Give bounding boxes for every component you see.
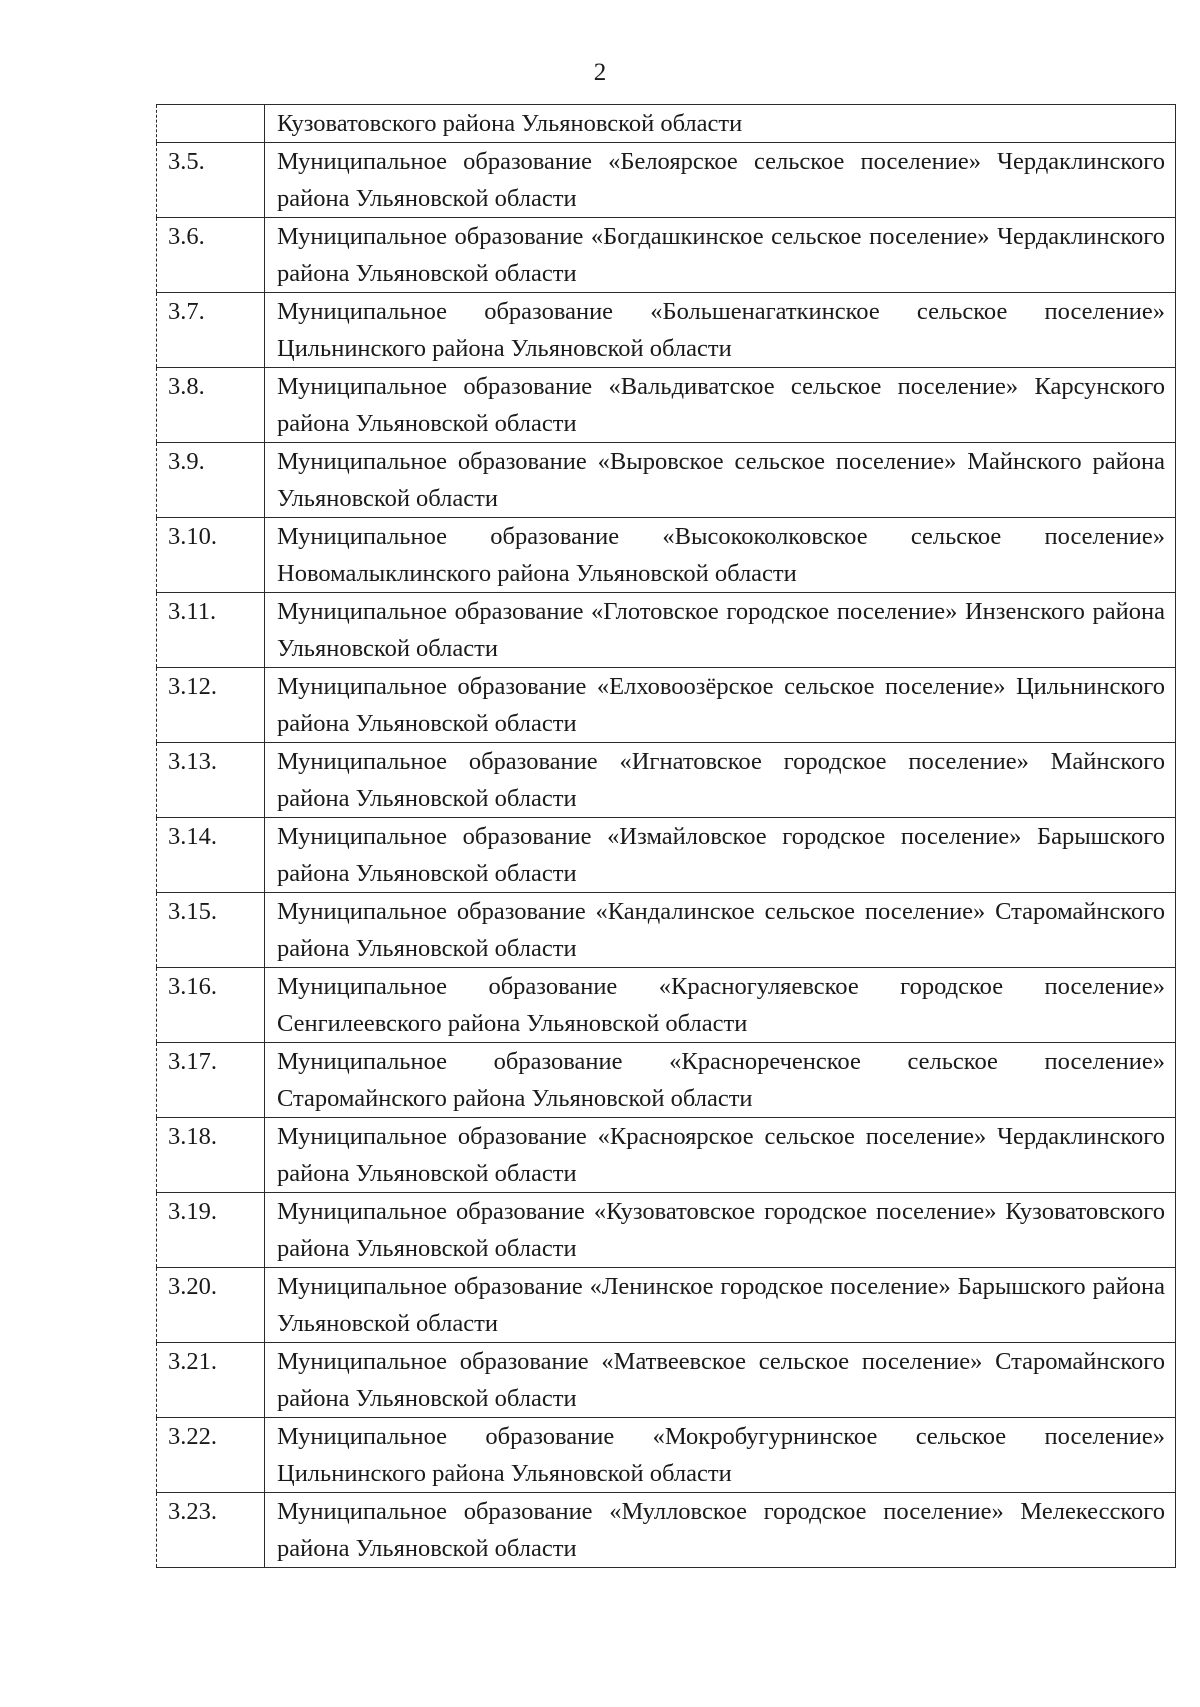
table-row: [157, 143, 1176, 218]
row-number: 3.11.: [157, 593, 265, 668]
table-row: [157, 668, 1176, 743]
table-row: [157, 1118, 1176, 1193]
row-text: Муниципальное образование «Краснореченское сельское поселение» Старомайнского района Ульяновской области: [265, 1043, 1176, 1118]
table-row: [157, 1193, 1176, 1268]
municipality-list-table: [156, 104, 1176, 1568]
row-number: 3.8.: [157, 368, 265, 443]
row-number: 3.19.: [157, 1193, 265, 1268]
table-row: [157, 368, 1176, 443]
row-text: Муниципальное образование «Кузоватовское городское поселение» Кузоватовского района Ульяновской области: [265, 1193, 1176, 1268]
row-text: Муниципальное образование «Большенагаткинское сельское поселение» Цильнинского района Ульяновской области: [265, 293, 1176, 368]
table-row: [157, 1043, 1176, 1118]
table-row: [157, 1343, 1176, 1418]
row-number: 3.5.: [157, 143, 265, 218]
row-number: 3.12.: [157, 668, 265, 743]
table-row: [157, 818, 1176, 893]
table-row: [157, 293, 1176, 368]
row-text: Муниципальное образование «Выровское сельское поселение» Майнского района Ульяновской области: [265, 443, 1176, 518]
table-row: [157, 1493, 1176, 1568]
row-number-cell: [157, 105, 265, 143]
table-row: [157, 218, 1176, 293]
row-text: Муниципальное образование «Ленинское городское поселение» Барышского района Ульяновской области: [265, 1268, 1176, 1343]
row-number: 3.21.: [157, 1343, 265, 1418]
row-text: Муниципальное образование «Матвеевское сельское поселение» Старомайнского района Ульяновской области: [265, 1343, 1176, 1418]
row-number: 3.22.: [157, 1418, 265, 1493]
row-number: 3.17.: [157, 1043, 265, 1118]
row-number: 3.16.: [157, 968, 265, 1043]
row-number: 3.18.: [157, 1118, 265, 1193]
row-number: 3.15.: [157, 893, 265, 968]
table-row: [157, 968, 1176, 1043]
row-text: Муниципальное образование «Белоярское сельское поселение» Чердаклинского района Ульяновской области: [265, 143, 1176, 218]
row-text: Муниципальное образование «Высококолковское сельское поселение» Новомалыклинского района Ульяновской области: [265, 518, 1176, 593]
table-row-continuation: [157, 105, 1176, 143]
row-number: 3.7.: [157, 293, 265, 368]
table-row: [157, 518, 1176, 593]
row-text: Муниципальное образование «Кандалинское сельское поселение» Старомайнского района Ульяновской области: [265, 893, 1176, 968]
row-text: Муниципальное образование «Мокробугурнинское сельское поселение» Цильнинского района Ульяновской области: [265, 1418, 1176, 1493]
row-text: Муниципальное образование «Глотовское городское поселение» Инзенского района Ульяновской области: [265, 593, 1176, 668]
row-number: 3.20.: [157, 1268, 265, 1343]
row-number: 3.23.: [157, 1493, 265, 1568]
page-number: 2: [593, 59, 607, 86]
row-number: 3.10.: [157, 518, 265, 593]
row-text: Муниципальное образование «Вальдиватское сельское поселение» Карсунского района Ульяновской области: [265, 368, 1176, 443]
table-row: [157, 593, 1176, 668]
table-row: [157, 1418, 1176, 1493]
row-text: Муниципальное образование «Мулловское городское поселение» Мелекесского района Ульяновской области: [265, 1493, 1176, 1568]
row-number: 3.9.: [157, 443, 265, 518]
row-number: 3.14.: [157, 818, 265, 893]
table-row: [157, 443, 1176, 518]
row-number: 3.13.: [157, 743, 265, 818]
row-text: Муниципальное образование «Игнатовское городское поселение» Майнского района Ульяновской области: [265, 743, 1176, 818]
table-row: [157, 743, 1176, 818]
row-text: Муниципальное образование «Богдашкинское сельское поселение» Чердаклинского района Ульяновской области: [265, 218, 1176, 293]
table-row: [157, 893, 1176, 968]
table-row: [157, 1268, 1176, 1343]
row-number: 3.6.: [157, 218, 265, 293]
row-text-cell: Кузоватовского района Ульяновской области: [265, 105, 1176, 143]
row-text: Муниципальное образование «Красногуляевское городское поселение» Сенгилеевского района Ульяновской области: [265, 968, 1176, 1043]
table-body: [157, 105, 1176, 1568]
row-text: Муниципальное образование «Красноярское сельское поселение» Чердаклинского района Ульяновской области: [265, 1118, 1176, 1193]
row-text: Муниципальное образование «Измайловское городское поселение» Барышского района Ульяновской области: [265, 818, 1176, 893]
row-text: Муниципальное образование «Елховоозёрское сельское поселение» Цильнинского района Ульяновской области: [265, 668, 1176, 743]
